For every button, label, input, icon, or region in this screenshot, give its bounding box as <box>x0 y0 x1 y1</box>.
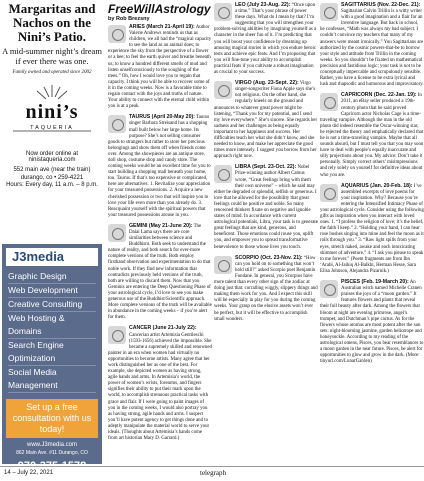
ad-headline: Margaritas and Nachos on the Nini’s Patio. <box>8 1 96 44</box>
pisces-icon <box>320 280 338 298</box>
design-phone[interactable]: 970-375-1578 <box>17 460 87 472</box>
sign-text: “How can you hold on to something that won’t hold still?” asked Scorpio poet Benjamin Fondane. In general, you Scorpios have more talent than every other sign of the zodiac at doing just that: corralling wiggly, slippery things and making them work for you. And I expect this skill will be especially in play for you during the coming weeks. Your grasp on the elusive assets won’t ever be perfect, but it will be effective to accomplish small wonders. <box>214 255 318 322</box>
ad-address-line1: 552 main ave (near the train) <box>13 167 91 173</box>
sign-name: LIBRA (Sept. 23-Oct. 22): <box>235 164 297 171</box>
restaurant-ad[interactable] <box>2 2 102 240</box>
publication-name: telegraph <box>200 469 227 477</box>
sign-text: Cancerian artist Artemisia Gentileschi (1593-1656) achieved the impossible. She became a supremely skilled and renowned painter in an era when women had virtually no opportunities to become artists. Many agree that her work distinguished her as one of the best. For example, she depicted women as having strong, agile hands and arms. In Artemisia’s world, the power of women’s wrists, forearms, and fingers signifies their ability to put their mark upon the world, to accomplish strenuous practical tasks with grace and flair. If I were going to paint images of you in the coming weeks, I would also portray you as having strong, agile hands and arms. I suspect you’ll have potent agency to get things done and to adeptly manipulate the material world to serve your ideals. (Thoughts about Artemisia’s hands come from art historian Mary D. Garrard.) <box>108 332 212 442</box>
sign-name: PISCES (Feb. 19-March 20): <box>341 279 409 286</box>
gemini-icon <box>108 224 126 242</box>
sign-capricorn <box>320 92 424 178</box>
design-address: 862 Main Ave. #11 Durango, CO <box>16 450 88 456</box>
sign-cancer <box>108 325 212 442</box>
sign-name: CAPRICORN (Dec. 22-Jan. 19): <box>341 92 417 99</box>
sagittarius-icon <box>320 3 338 21</box>
sign-libra <box>214 164 318 250</box>
sign-aries <box>108 24 212 110</box>
ad-online-order[interactable]: Now order online at ninistaqueria.com <box>25 151 79 163</box>
service-item: Social Media Management <box>8 366 96 393</box>
virgo-icon <box>214 81 232 99</box>
service-item: Creative Consulting <box>8 298 96 312</box>
sign-name: SAGITTARIUS (Nov. 22-Dec. 21): <box>341 2 421 8</box>
ad-address-line2: durango, co • 259-4221 <box>20 174 84 181</box>
scorpio-icon <box>214 256 232 274</box>
sign-text: I’ve assembled excerpts of love poems for your inspiration. Why? Because you’re entering the Intensified Intimacy Phase of your astrological cycle. Consider using the following gifts as inspiration when you interact with loved ones. 1. “I profess the religion of love; it’s the belief, the faith I keep.” 2. “Holding your hand, I can hear rose bushes singing into mine and feel the moon as it rolls through you.” 3. “Raw light spills from your eyes, stretch naked, awake and each intoxicating shimmer of adventure.” 4. “I ask you please to speak to me forever.” (Poem fragments are from Ibn ‘Arabi, Al-Jaihiq Al-Balkhi, Herman Hesse, Sara Elisa Johnson, Alejandra Pizarnik.) <box>320 183 424 274</box>
aries-icon <box>108 25 126 43</box>
taurus-icon <box>108 115 126 133</box>
sign-leo <box>214 2 318 76</box>
design-ad[interactable] <box>2 244 102 472</box>
ad-address <box>2 167 102 190</box>
sign-scorpio <box>214 255 318 323</box>
sign-name: CANCER (June 21-July 22): <box>129 325 197 332</box>
capricorn-icon <box>320 93 338 111</box>
sign-name: TAURUS (April 20-May 20): <box>129 114 195 121</box>
sign-text: Author Valerie Andrews reminds us that as children, we all had the “magical capacity to see the land as an animal does; to experience the sky from the perspective of a flower or a bee; to feel the earth quiver and breathe beneath us; to know a hundred different smells of mud and listen unselfconsciously to the soughing of the trees.” Oh, how I would love you to regain that capacity. I think you will be able to recover some of it in the coming weeks. Now is a favorable time to regain contact with the joys and truths of nature. Your ability to connect with the eternal child within you is at a peak. <box>108 25 212 110</box>
sign-name: SCORPIO (Oct. 23-Nov. 21): <box>235 254 303 261</box>
ad-column <box>0 0 104 472</box>
sign-text: Nobel Prize-winning author Albert Camus wrote, “Great feelings bring with them their own universe” – which he said may either be degraded or splendid, selfish or generous. I love that he allowed for the possibility that great feelings could be positive and noble. So many renowned thinkers fixate on negative and ignoble states of mind. In accordance with current astrological potentials, Libra, your task is to generate great feelings that are kind, generous, and beneficent. Those emotions could rouse you, uplift you, and empower you to spread transformative benevolence to those whose lives you touch. <box>214 165 318 250</box>
sign-pisces <box>320 279 424 365</box>
horoscope-column-1 <box>108 24 212 446</box>
sign-name: AQUARIUS (Jan. 20-Feb. 18): <box>341 182 413 189</box>
byline: by Rob Brezsny <box>108 16 150 22</box>
page-folio: 14 – July 22, 2021 <box>4 470 54 476</box>
sign-text: Virgo singer-songwriter Fiona Apple says she’s not religious. On the other hand, she regularly kneels on the ground and announces to whatever great power might be listening, “Thank you for my potential, and I send my love everywhere.” She’s sincere. She regards her sadness and her challenges as being equally important to her happiness and success. Her difficulties teach her what she didn’t know, and she needed to know, and make her appreciate the good times more intensely. I suggest you borrow from her approach right now. <box>214 81 318 160</box>
horoscope-column-3 <box>320 2 424 369</box>
sign-name: VIRGO (Aug. 23-Sept. 22): <box>235 80 299 87</box>
sign-text: Taurus singer Barbara Streisand has a shopping mall built below her large home. Its purpose? She’s not selling consumer goods to strangers but rather to store her precious belongings and show them off when friends come over. Among the showpieces are an antique store, doll shop, costume shop and candy store. The coming weeks would be an excellent time for you to start building a shopping mall beneath your home, too. Taurus. If that’s too expensive or complicated, here are alternatives: 1. Revitalize your appreciation for your treasured possessions. 2. Acquire a new cherished possession or two that will inspire you to love your life even more than you already do. 3. Reacquaint yourself with the spiritual powers that your treasured possessions arouse in you. <box>108 115 211 218</box>
sign-taurus <box>108 114 212 219</box>
sign-text: An Australian witch named Michelle Cranen praises the joys of a “moon garden.” It features flowers and plants that reveal their full beauty after dark. Among the flowers that bloom at night are evening primrose, angel’s trumpet, and Dutchman’s pipe cactus. As for the flowers whose aromas are most potent after the sun sets: night-blooming jasmine, garden heliotrope and honeysuckle. According to my reading of the astrological omens, Pisces, you bear resemblances to a moon garden in the near future. Pisces, be alert for opportunities to glow and grow in the dark. (More: tinyurl.com/LunarGarden) <box>320 280 424 365</box>
leo-icon <box>214 3 232 21</box>
column-title: FreeWillAstrology <box>108 2 211 16</box>
sign-gemini <box>108 223 212 322</box>
sign-name: GEMINI (May 21-June 20): <box>129 222 193 229</box>
ad-hours: Hours: Every day, 11 a.m. – 8 p.m. <box>6 182 98 188</box>
sign-name: LEO (July 23-Aug. 22): <box>235 2 291 8</box>
sign-text: “Once upon a time.” That’s your phrase of power these days. What do I mean by that? I’m suggesting that you will strengthen your problem-solving abilities by imagining yourself as a character in the sheer fun of it. I’m predicting that you will boost your confidence by dreaming up amusing magical stories in which you endure heroic tests and achieve epic feats. And I’m proposing that you will fine-tune your ability to accomplish practical feats if you cultivate a robust imagination as crucial to your success. <box>214 3 317 76</box>
sign-virgo <box>214 80 318 160</box>
page-footer <box>0 466 424 481</box>
design-brand: J3media <box>6 248 98 266</box>
ad-subhead: A mid-summer night’s dream if ever there was one. <box>2 46 102 66</box>
sign-sagittarius <box>320 2 424 88</box>
logo-sub: TAQUERIA <box>30 125 74 131</box>
service-item: Web Hosting & Domains <box>8 312 96 339</box>
restaurant-logo <box>9 83 95 147</box>
design-services <box>2 266 102 393</box>
design-website[interactable]: www.J3media.com <box>26 442 77 448</box>
cancer-icon <box>108 326 126 344</box>
service-item: Web Development <box>8 284 96 298</box>
libra-icon <box>214 165 232 183</box>
design-cta[interactable]: Set up a free consultation with us today! <box>6 399 98 438</box>
horoscope-column-2 <box>214 2 318 327</box>
logo-word: nini’s <box>25 101 79 123</box>
sign-text: In 2011, an eBay seller produced a 19th-century photo that he said proved Capricorn actor Nicholas Cage is a time-traveling vampire. Although the man in the old photo did indeed resemble the Oscar-winning star, he rejected the theory and emphatically declared that he is not a time-traveling vampire. Maybe that all sounds absurd, but I must tell you that you may soon have to deal with people’s equally inaccurate and silly projections about you. My advice: Don’t take it personally. Simply correct others’ misimpressions and rely solely on yourself for definitive ideas about who you are. <box>320 93 424 178</box>
aquarius-icon <box>320 184 338 202</box>
sign-text: Sagittarian Calvin Trillin is a witty writer with a good imagination and a flair for an inventive language. But back in school, he confesses, “Math was always my bad subject. I couldn’t convince my teachers that many of my answers were meant ironically.” You Sagittarians are authorized by the cosmic powers-that-be to borrow your style and attitude from Trillin in the coming weeks. So you shouldn’t be fixated on mathematical precision and fastidious logic; your task is not to be conceptually impeccable and scrupulously sensible. Rather, you have a license to be extra lyrical and lush and rhapsodic and humorous and improvisatory. <box>320 9 424 88</box>
service-item: Graphic Design <box>8 270 96 284</box>
service-item: Search Engine Optimization <box>8 339 96 366</box>
ad-family-note: Family owned and operated since 2002 <box>12 70 92 75</box>
sign-name: ARIES (March 21-April 19): <box>129 24 195 30</box>
sign-text: The Dalai Lama says there are core similarities between science and Buddhism. Both seek to understand the nature of reality, and both search for ever-more complete versions of the truth. Both employ firsthand observation and experimentation to do that noble work. If they find new information that contradicts previously held versions of the truth, both are willing to discard them. Now that you Geminis are entering the Deep Questioning Phase of your astrological cycle, I’d love to see you make generous use of the Buddhist/Scientific approach. More complete versions of the truth will be available in abundance in the coming weeks – if you’re alert for them. <box>108 223 212 321</box>
sign-aquarius <box>320 183 424 275</box>
